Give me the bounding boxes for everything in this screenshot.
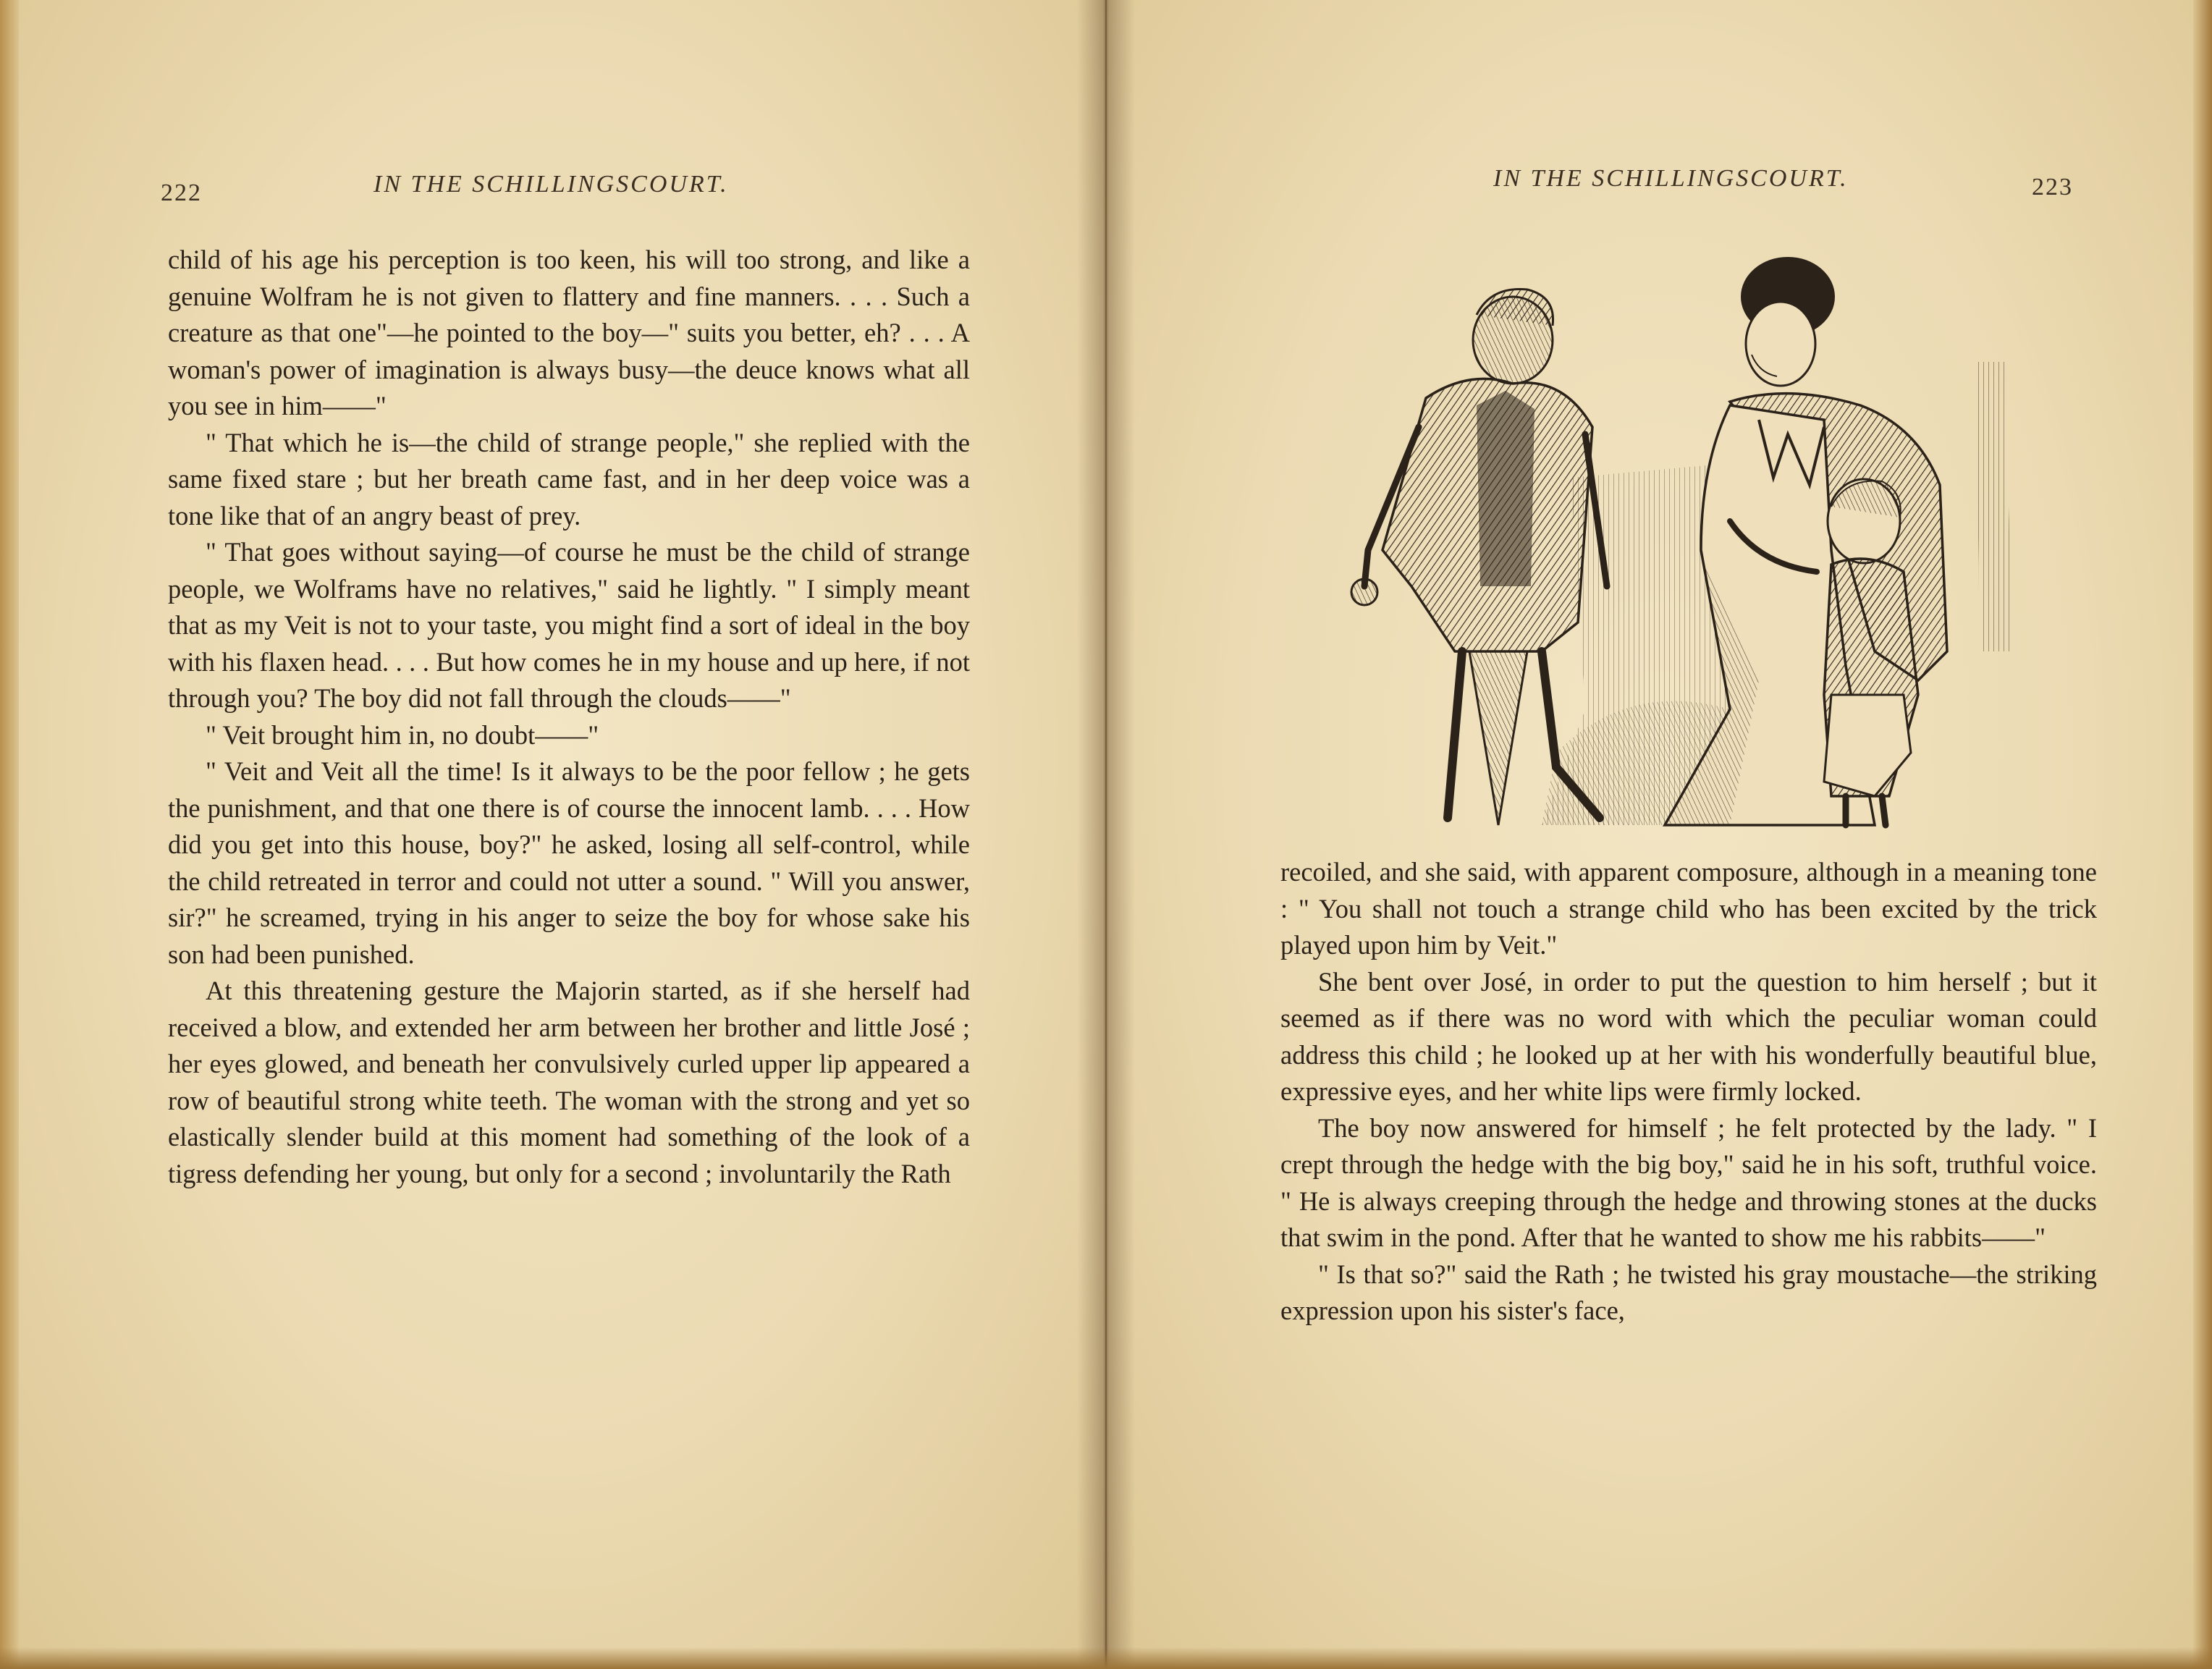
running-head: IN THE SCHILLINGSCOURT. <box>373 171 729 198</box>
paragraph: " Veit brought him in, no doubt——" <box>206 719 599 750</box>
book-gutter <box>1077 0 1135 1669</box>
paragraph: " Is that so?" said the Rath ; he twisted his gray moustache—the striking expression upon his sister's face, <box>1280 1259 2097 1325</box>
paragraph: " That which he is—the child of strange people," she replied with the same fixed stare ; but her breath came fast, and in her deep voice was a tone like that of an angry beast of prey. <box>168 427 970 531</box>
page-number: 222 <box>161 179 202 206</box>
paragraph: At this threatening gesture the Majorin started, as if she herself had received a blow, and extended her arm between her brother and little José ; her eyes glowed, and beneath her convulsively curled upper lip appeared a row of beautiful strong white teeth. The woman with the strong and yet so elastically slender build at this moment had something of the look of a tigress defending her young, but only for a second ; involuntarily the Rath <box>168 976 970 1188</box>
right-page-edge <box>2193 0 2212 1669</box>
right-page-text <box>1280 854 2097 1330</box>
engraving-illustration <box>1325 246 2048 840</box>
left-page-text <box>168 242 970 1192</box>
paragraph: " Veit and Veit all the time! Is it always to be the poor fellow ; he gets the punishment, and that one there is of course the innocent lamb. . . . How did you get into this house, boy?" he asked, losing all self-control, while the child retreated in terror and could not utter a sound. " Will you answer, sir?" he screamed, trying in his anger to seize the boy for whose sake his son had been punished. <box>168 756 970 969</box>
left-page-edge <box>0 0 19 1669</box>
bottom-edge <box>0 1647 2212 1669</box>
paragraph: She bent over José, in order to put the question to him herself ; but it seemed as if there was no word with which the peculiar woman could address this child ; he looked up at her with his wonderfully beautiful blue, expressive eyes, and her white lips were firmly locked. <box>1280 966 2097 1106</box>
running-head: IN THE SCHILLINGSCOURT. <box>1493 165 1849 192</box>
paragraph: " That goes without saying—of course he must be the child of strange people, we Wolframs have no relatives," said he lightly. " I simply meant that as my Veit is not to your taste, you might find a sort of ideal in the boy with his flaxen head. . . . But how comes he in my house and up here, if not through you? The boy did not fall through the clouds——" <box>168 537 970 713</box>
paragraph: recoiled, and she said, with apparent composure, although in a meaning tone : " You shall not touch a strange child who has been excited by the trick played upon him by Veit." <box>1280 857 2097 960</box>
page-number: 223 <box>2032 174 2073 200</box>
paragraph: child of his age his perception is too keen, his will too strong, and like a genuine Wolfram he is not given to flattery and fine manners. . . . Such a creature as that one"—he pointed to the boy—" suits you better, eh? . . . A woman's power of imagination is always busy—the deuce knows what all you see in him——" <box>168 245 970 421</box>
paragraph: The boy now answered for himself ; he felt protected by the lady. " I crept through the hedge with the big boy," said he in his soft, truthful voice. " He is always creeping through the hedge and throwing stones at the ducks that swim in the pond. After that he wanted to show me his rabbits——" <box>1280 1112 2097 1252</box>
